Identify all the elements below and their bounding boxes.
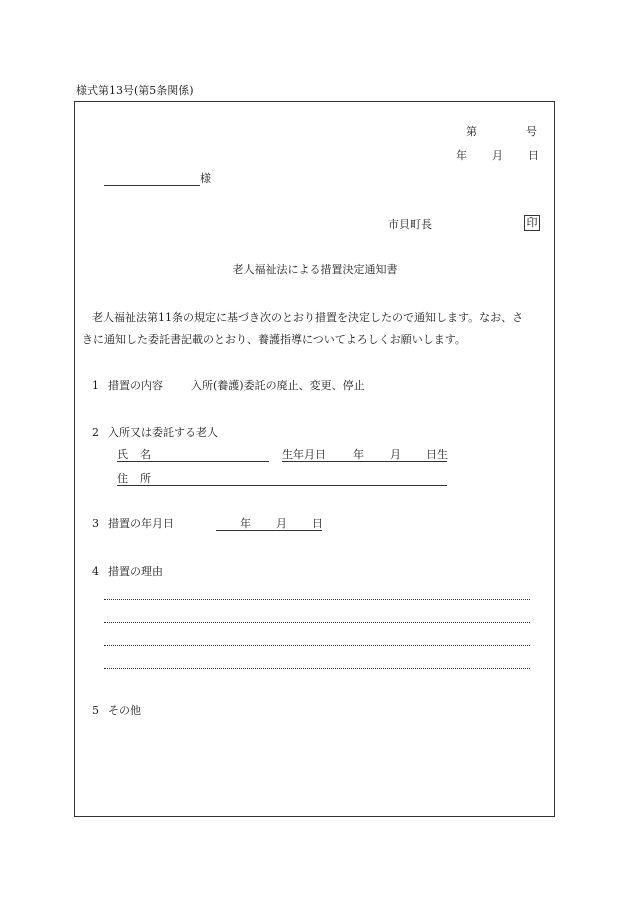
reason-dotted-line bbox=[104, 599, 530, 600]
issuer-title: 市貝町長 bbox=[388, 218, 432, 231]
section-3-label: 措置の年月日 bbox=[108, 517, 174, 530]
date-day-label: 日 bbox=[528, 149, 539, 162]
birthdate-day-label: 日生 bbox=[426, 448, 448, 461]
birthdate-month-label: 月 bbox=[390, 448, 401, 461]
section-4-label: 措置の理由 bbox=[108, 565, 163, 578]
section-4-number: 4 bbox=[92, 565, 99, 578]
section-5-label: その他 bbox=[108, 704, 141, 717]
section-2-number: 2 bbox=[92, 426, 99, 439]
birthdate-blank-line bbox=[282, 461, 447, 462]
birthdate-year-label: 年 bbox=[353, 448, 364, 461]
birthdate-field-label: 生年月日 bbox=[282, 448, 326, 461]
section-3-date-blank-line bbox=[216, 530, 322, 531]
doc-number-suffix: 号 bbox=[526, 125, 537, 138]
name-blank-line bbox=[117, 461, 269, 462]
section-1-label: 措置の内容 bbox=[108, 379, 163, 392]
reason-dotted-line bbox=[104, 645, 530, 646]
section-3-number: 3 bbox=[92, 517, 99, 530]
section-3-day-label: 日 bbox=[312, 517, 323, 530]
document-title: 老人福祉法による措置決定通知書 bbox=[232, 263, 398, 276]
section-3-month-label: 月 bbox=[276, 517, 287, 530]
address-blank-line bbox=[117, 485, 447, 486]
section-1-value: 入所(養護)委託の廃止、変更、停止 bbox=[191, 379, 365, 392]
doc-number-prefix: 第 bbox=[466, 125, 477, 138]
seal-stamp-box: 印 bbox=[524, 215, 540, 231]
addressee-blank-line bbox=[104, 185, 200, 186]
body-text-line-1: 老人福祉法第11条の規定に基づき次のとおり措置を決定したので通知します。なお、さ bbox=[92, 311, 524, 324]
name-field-label: 氏名 bbox=[117, 448, 163, 461]
address-field-label: 住所 bbox=[117, 472, 163, 485]
section-2-label: 入所又は委託する老人 bbox=[108, 426, 218, 439]
section-3-year-label: 年 bbox=[240, 517, 251, 530]
addressee-honorific: 様 bbox=[200, 172, 211, 185]
reason-dotted-line bbox=[104, 622, 530, 623]
body-text-line-2: きに通知した委託書記載のとおり、養護指導についてよろしくお願いします。 bbox=[82, 333, 466, 346]
reason-dotted-line bbox=[104, 668, 530, 669]
date-month-label: 月 bbox=[492, 149, 503, 162]
form-number-label: 様式第13号(第5条関係) bbox=[76, 84, 194, 97]
section-1-number: 1 bbox=[92, 379, 99, 392]
date-year-label: 年 bbox=[456, 149, 467, 162]
section-5-number: 5 bbox=[92, 704, 99, 717]
